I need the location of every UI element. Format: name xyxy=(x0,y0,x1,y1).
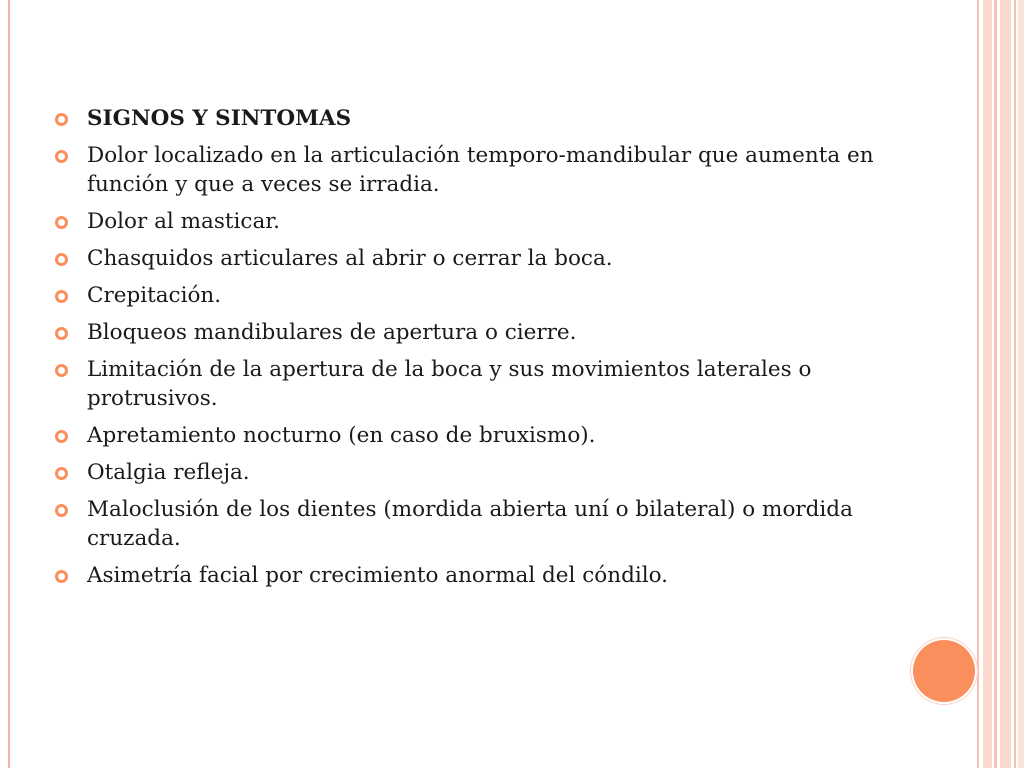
bullet-item xyxy=(55,318,875,347)
bullet-item xyxy=(55,421,875,450)
bullet-item xyxy=(55,244,875,273)
right-decorative-stripe xyxy=(1000,0,1011,768)
bullet-item-heading xyxy=(55,104,875,133)
circle-bullet-icon xyxy=(55,216,68,229)
circle-bullet-icon xyxy=(55,364,68,377)
circle-bullet-icon xyxy=(55,113,68,126)
circle-bullet-icon xyxy=(55,290,68,303)
bullet-item xyxy=(55,561,875,590)
bullet-item xyxy=(55,141,875,199)
bullet-text: Crepitación. xyxy=(87,283,222,308)
bullet-text: Maloclusión de los dientes (mordida abierta uní o bilateral) o mordida cruzada. xyxy=(87,497,853,551)
bullet-text: Dolor localizado en la articulación temporo-mandibular que aumenta en función y que a veces se irradia. xyxy=(87,143,874,197)
bullet-item xyxy=(55,495,875,553)
bullet-item xyxy=(55,207,875,236)
circle-bullet-icon xyxy=(55,430,68,443)
bullet-text: Apretamiento nocturno (en caso de bruxismo). xyxy=(87,423,596,448)
circle-bullet-icon xyxy=(55,504,68,517)
bullet-item xyxy=(55,458,875,487)
right-decorative-stripe xyxy=(1014,0,1016,768)
slide-content xyxy=(55,104,875,598)
circle-bullet-icon xyxy=(55,570,68,583)
bullet-text: Limitación de la apertura de la boca y sus movimientos laterales o protrusivos. xyxy=(87,357,812,411)
bullet-text: Chasquidos articulares al abrir o cerrar la boca. xyxy=(87,246,613,271)
right-decorative-stripe xyxy=(994,0,997,768)
bullet-text: SIGNOS Y SINTOMAS xyxy=(87,106,352,131)
circle-bullet-icon xyxy=(55,150,68,163)
bullet-text: Otalgia refleja. xyxy=(87,460,250,485)
bullet-text: Bloqueos mandibulares de apertura o cierre. xyxy=(87,320,577,345)
bullet-item xyxy=(55,355,875,413)
right-decorative-stripe xyxy=(977,0,979,768)
bullet-text: Dolor al masticar. xyxy=(87,209,281,234)
circle-bullet-icon xyxy=(55,253,68,266)
circle-bullet-icon xyxy=(55,327,68,340)
circle-bullet-icon xyxy=(55,467,68,480)
bullet-list xyxy=(55,104,875,590)
bullet-text: Asimetría facial por crecimiento anormal del cóndilo. xyxy=(87,563,668,588)
accent-circle-icon xyxy=(913,640,975,702)
left-border-line xyxy=(8,0,10,768)
right-decorative-stripe xyxy=(983,0,992,768)
right-decorative-stripe xyxy=(1018,0,1024,768)
bullet-item xyxy=(55,281,875,310)
